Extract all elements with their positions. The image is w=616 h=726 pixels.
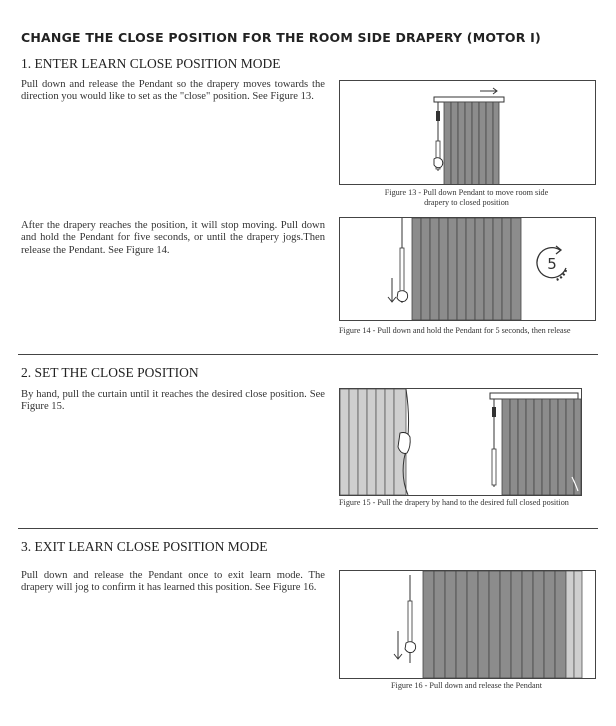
figure-13-caption-line-1: Figure 13 - Pull down Pendant to move room side	[384, 188, 549, 197]
section-2-heading: 2. SET THE CLOSE POSITION	[21, 365, 199, 380]
hand-icon	[405, 642, 416, 653]
section-3-heading: 3. EXIT LEARN CLOSE POSITION MODE	[21, 539, 268, 554]
hand-icon	[398, 433, 410, 454]
figure-13	[339, 80, 596, 185]
section-divider	[18, 354, 598, 355]
section-1-paragraph-2: After the drapery reaches the position, it will stop moving. Pull down and hold the Pendant for five seconds, or until the drapery jogs.Then release the Pendant. See Figure 14.	[21, 220, 325, 256]
hand-icon	[434, 158, 443, 168]
figure-16-caption: Figure 16 - Pull down and release the Pendant	[391, 681, 542, 690]
timer-number: 5	[547, 255, 557, 273]
figure-16	[339, 570, 596, 679]
figure-15-caption: Figure 15 - Pull the drapery by hand to the desired full closed position	[339, 498, 569, 507]
hand-icon	[397, 291, 408, 302]
figure-14-caption: Figure 14 - Pull down and hold the Pendant for 5 seconds, then release	[339, 326, 571, 335]
page-title: CHANGE THE CLOSE POSITION FOR THE ROOM SIDE DRAPERY (MOTOR I)	[21, 30, 541, 45]
section-1-paragraph-1: Pull down and release the Pendant so the drapery moves towards the direction you would like to set as the "close" position. See Figure 13.	[21, 79, 325, 103]
timer-icon	[537, 246, 566, 280]
section-2-paragraph: By hand, pull the curtain until it reaches the desired close position. See Figure 15.	[21, 389, 325, 413]
section-divider	[18, 528, 598, 529]
figure-13-caption-line-2: drapery to closed position	[424, 198, 509, 207]
figure-15	[339, 388, 582, 496]
figure-13-caption	[339, 188, 594, 208]
figure-14	[339, 217, 596, 321]
section-3-paragraph: Pull down and release the Pendant once to exit learn mode. The drapery will jog to confirm it has learned this position. See Figure 16.	[21, 570, 325, 594]
section-1-heading: 1. ENTER LEARN CLOSE POSITION MODE	[21, 56, 281, 71]
